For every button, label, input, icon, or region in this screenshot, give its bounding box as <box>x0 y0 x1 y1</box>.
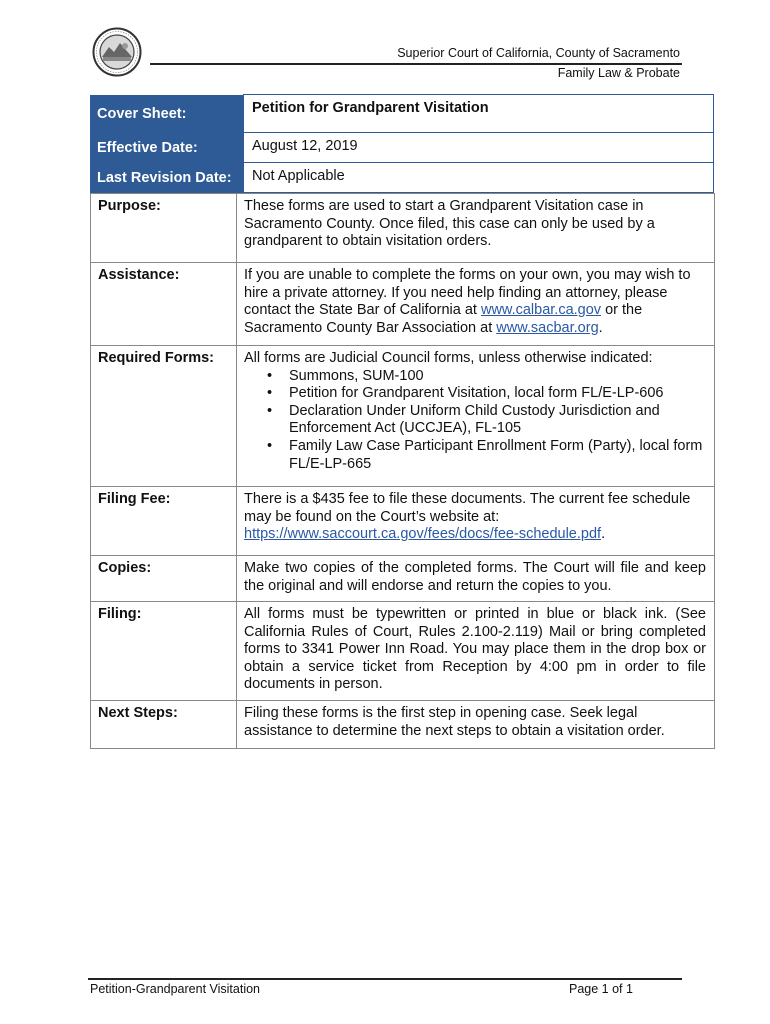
assistance-text <box>237 263 715 346</box>
next-steps-label: Next Steps: <box>91 701 237 749</box>
cover-sheet-row <box>90 95 714 133</box>
assistance-text-part2: or the Sacramento County Bar Association at <box>244 302 643 336</box>
list-item-text: Declaration Under Uniform Child Custody Jurisdiction and Enforcement Act (UCCJEA), FL-105 <box>289 402 660 437</box>
page-number: Page 1 of 1 <box>569 982 633 996</box>
county-seal-icon <box>92 27 142 77</box>
filing-fee-text: There is a $435 fee to file these documents. The current fee schedule may be found on the Court’s website at: <box>244 491 691 525</box>
required-forms-label: Required Forms: <box>91 346 237 487</box>
purpose-row <box>91 194 715 263</box>
court-name: Superior Court of California, County of Sacramento <box>397 46 680 60</box>
list-item-text: Family Law Case Participant Enrollment Form (Party), local form FL/E-LP-665 <box>289 437 703 472</box>
bullet-icon: • <box>267 367 273 384</box>
next-steps-row <box>91 701 715 749</box>
instructions-table <box>90 193 715 749</box>
cover-sheet-label: Cover Sheet: <box>90 95 244 133</box>
cover-sheet-value: Petition for Grandparent Visitation <box>244 95 714 133</box>
header-divider <box>150 63 682 65</box>
bullet-icon: • <box>267 385 273 402</box>
purpose-label: Purpose: <box>91 194 237 263</box>
copies-row <box>91 556 715 602</box>
assistance-text-end: . <box>598 319 603 336</box>
assistance-text-part1: If you are unable to complete the forms on your own, you may wish to hire a private attorney. If you need help finding an attorney, please contact the State Bar of California at <box>244 267 691 319</box>
copies-label: Copies: <box>91 556 237 602</box>
list-item-text: Petition for Grandparent Visitation, local form FL/E-LP-606 <box>289 385 664 402</box>
filing-text: All forms must be typewritten or printed in blue or black ink. (See California Rules of Court, Rules 2.100-2.119) Mail or bring completed forms to 3341 Power Inn Road. You may place them in the drop box or obtain a service ticket from Reception by 4:00 pm in order to file documents in person. <box>237 602 715 701</box>
cover-info-table <box>90 94 714 193</box>
filing-label: Filing: <box>91 602 237 701</box>
effective-date-label: Effective Date: <box>90 133 244 163</box>
last-revision-row <box>90 163 714 193</box>
fee-schedule-link[interactable]: https://www.saccourt.ca.gov/fees/docs/fee-schedule.pdf <box>244 526 602 543</box>
list-item <box>267 367 706 386</box>
required-forms-cell <box>237 346 715 487</box>
last-revision-label: Last Revision Date: <box>90 163 244 193</box>
bullet-icon: • <box>267 437 273 454</box>
required-forms-intro: All forms are Judicial Council forms, unless otherwise indicated: <box>244 350 653 366</box>
effective-date-row <box>90 133 714 163</box>
filing-fee-cell <box>237 487 715 556</box>
sacbar-link[interactable]: www.sacbar.org <box>496 319 599 336</box>
filing-fee-text-end: . <box>601 526 606 543</box>
list-item <box>267 385 706 403</box>
required-forms-list <box>244 368 706 474</box>
filing-row <box>91 602 715 701</box>
calbar-link[interactable]: www.calbar.ca.gov <box>480 302 602 319</box>
assistance-row <box>91 263 715 346</box>
court-division: Family Law & Probate <box>557 66 680 80</box>
filing-fee-row <box>91 487 715 556</box>
effective-date-value: August 12, 2019 <box>244 133 714 163</box>
bullet-icon: • <box>267 402 273 419</box>
copies-text: Make two copies of the completed forms. The Court will file and keep the original and will endorse and return the copies to you. <box>237 556 715 602</box>
last-revision-value: Not Applicable <box>244 163 714 193</box>
list-item-text: Summons, SUM-100 <box>289 367 424 384</box>
filing-fee-label: Filing Fee: <box>91 487 237 556</box>
purpose-text: These forms are used to start a Grandparent Visitation case in Sacramento County. Once filed, this case can only be used by a grandparent to obtain visitation orders. <box>237 194 715 263</box>
next-steps-text: Filing these forms is the first step in opening case. Seek legal assistance to determine the next steps to obtain a visitation order. <box>237 701 715 749</box>
footer-document-name: Petition-Grandparent Visitation <box>90 982 261 996</box>
required-forms-row <box>91 346 715 487</box>
footer-divider <box>88 978 682 980</box>
list-item <box>267 402 706 438</box>
assistance-label: Assistance: <box>91 263 237 346</box>
list-item <box>267 437 706 473</box>
